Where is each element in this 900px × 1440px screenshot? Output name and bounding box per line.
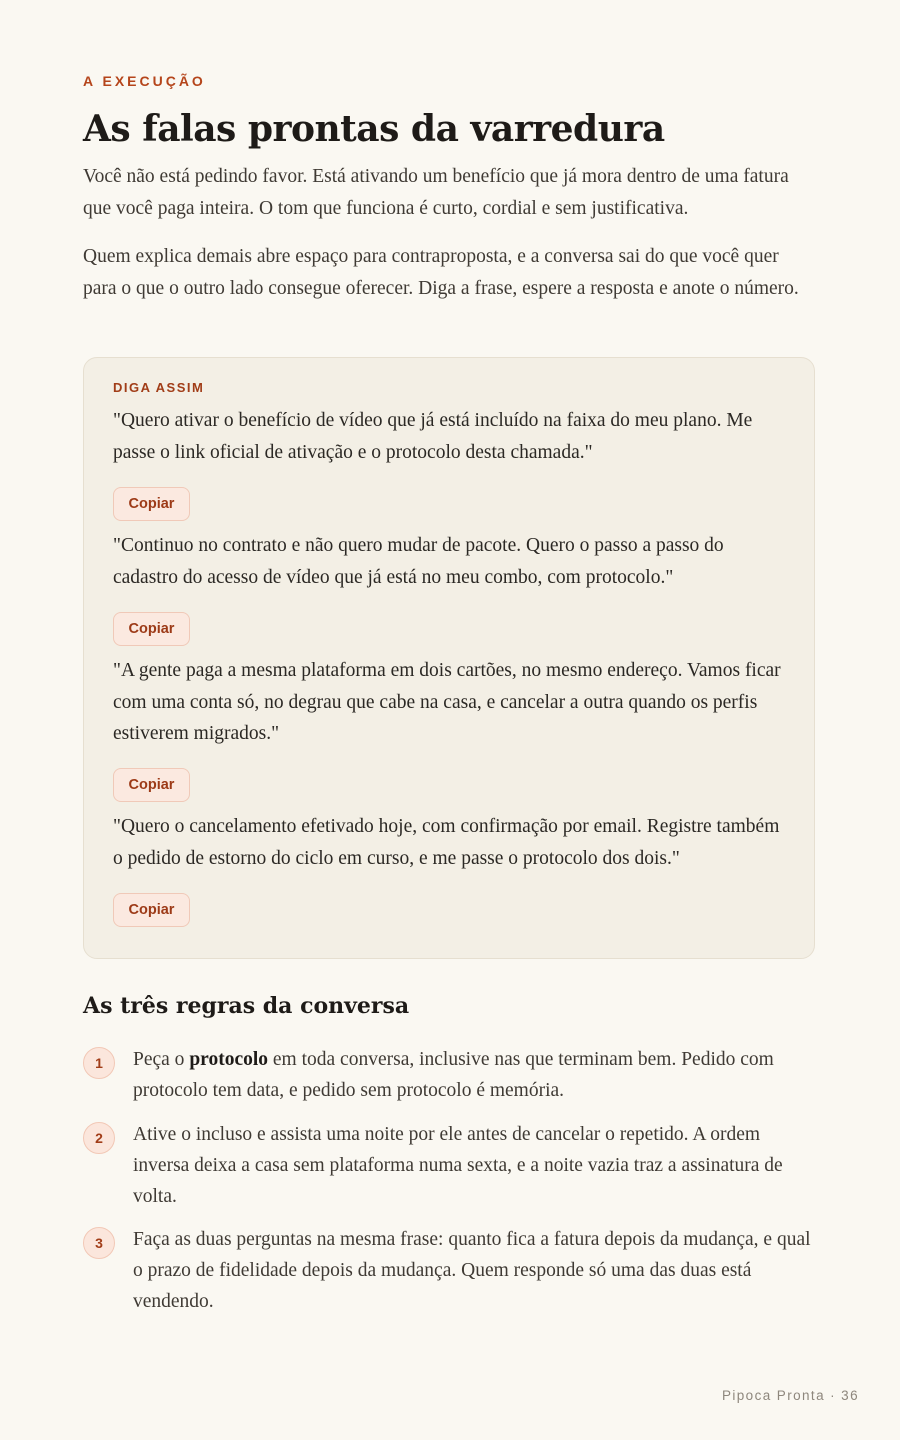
rules-title: As três regras da conversa [83,993,410,1019]
copy-button[interactable]: Copiar [113,487,190,521]
copy-button[interactable]: Copiar [113,768,190,802]
section-eyebrow: A EXECUÇÃO [83,73,206,89]
script-quote: "Continuo no contrato e não quero mudar de pacote. Quero o passo a passo do cadastro do acesso de vídeo que já está no meu combo, com protocolo." [113,535,724,588]
script-quote: "Quero o cancelamento efetivado hoje, com confirmação por email. Registre também o pedido de estorno do ciclo em curso, e me passe o protocolo dos dois." [113,816,780,869]
script-quote: "Quero ativar o benefício de vídeo que já está incluído na faixa do meu plano. Me passe o link oficial de ativação e o protocolo desta chamada." [113,410,753,463]
intro-paragraph: Você não está pedindo favor. Está ativando um benefício que já mora dentro de uma fatura que você paga inteira. O tom que funciona é curto, cordial e sem justificativa. [83,166,789,219]
rule-emphasis: protocolo [189,1049,269,1070]
rule-text: Faça as duas perguntas na mesma frase: quanto fica a fatura depois da mudança, e qual o prazo de fidelidade depois da mudança. Quem responde só uma das duas está vendendo. [133,1229,811,1312]
rule-number-badge: 3 [83,1227,115,1259]
copy-button[interactable]: Copiar [113,893,190,927]
rule-number-badge: 2 [83,1122,115,1154]
intro-paragraph: Quem explica demais abre espaço para contraproposta, e a conversa sai do que você quer para o que o outro lado consegue oferecer. Diga a frase, espere a resposta e anote o número. [83,246,799,299]
script-box-label: DIGA ASSIM [113,380,205,395]
script-quote: "A gente paga a mesma plataforma em dois cartões, no mesmo endereço. Vamos ficar com uma conta só, no degrau que cabe na casa, e cancelar a outra quando os perfis estiverem migrados." [113,660,781,744]
page-title: As falas prontas da varredura [83,108,665,150]
page-footer: Pipoca Pronta · 36 [721,1388,859,1403]
script-box [83,357,815,959]
copy-button[interactable]: Copiar [113,612,190,646]
rule-text: Ative o incluso e assista uma noite por ele antes de cancelar o repetido. A ordem inversa deixa a casa sem plataforma numa sexta, e a noite vazia traz a assinatura de volta. [133,1124,783,1207]
rule-text: Peça o protocolo em toda conversa, inclusive nas que terminam bem. Pedido com protocolo tem data, e pedido sem protocolo é memória. [133,1049,774,1101]
rule-number-badge: 1 [83,1047,115,1079]
